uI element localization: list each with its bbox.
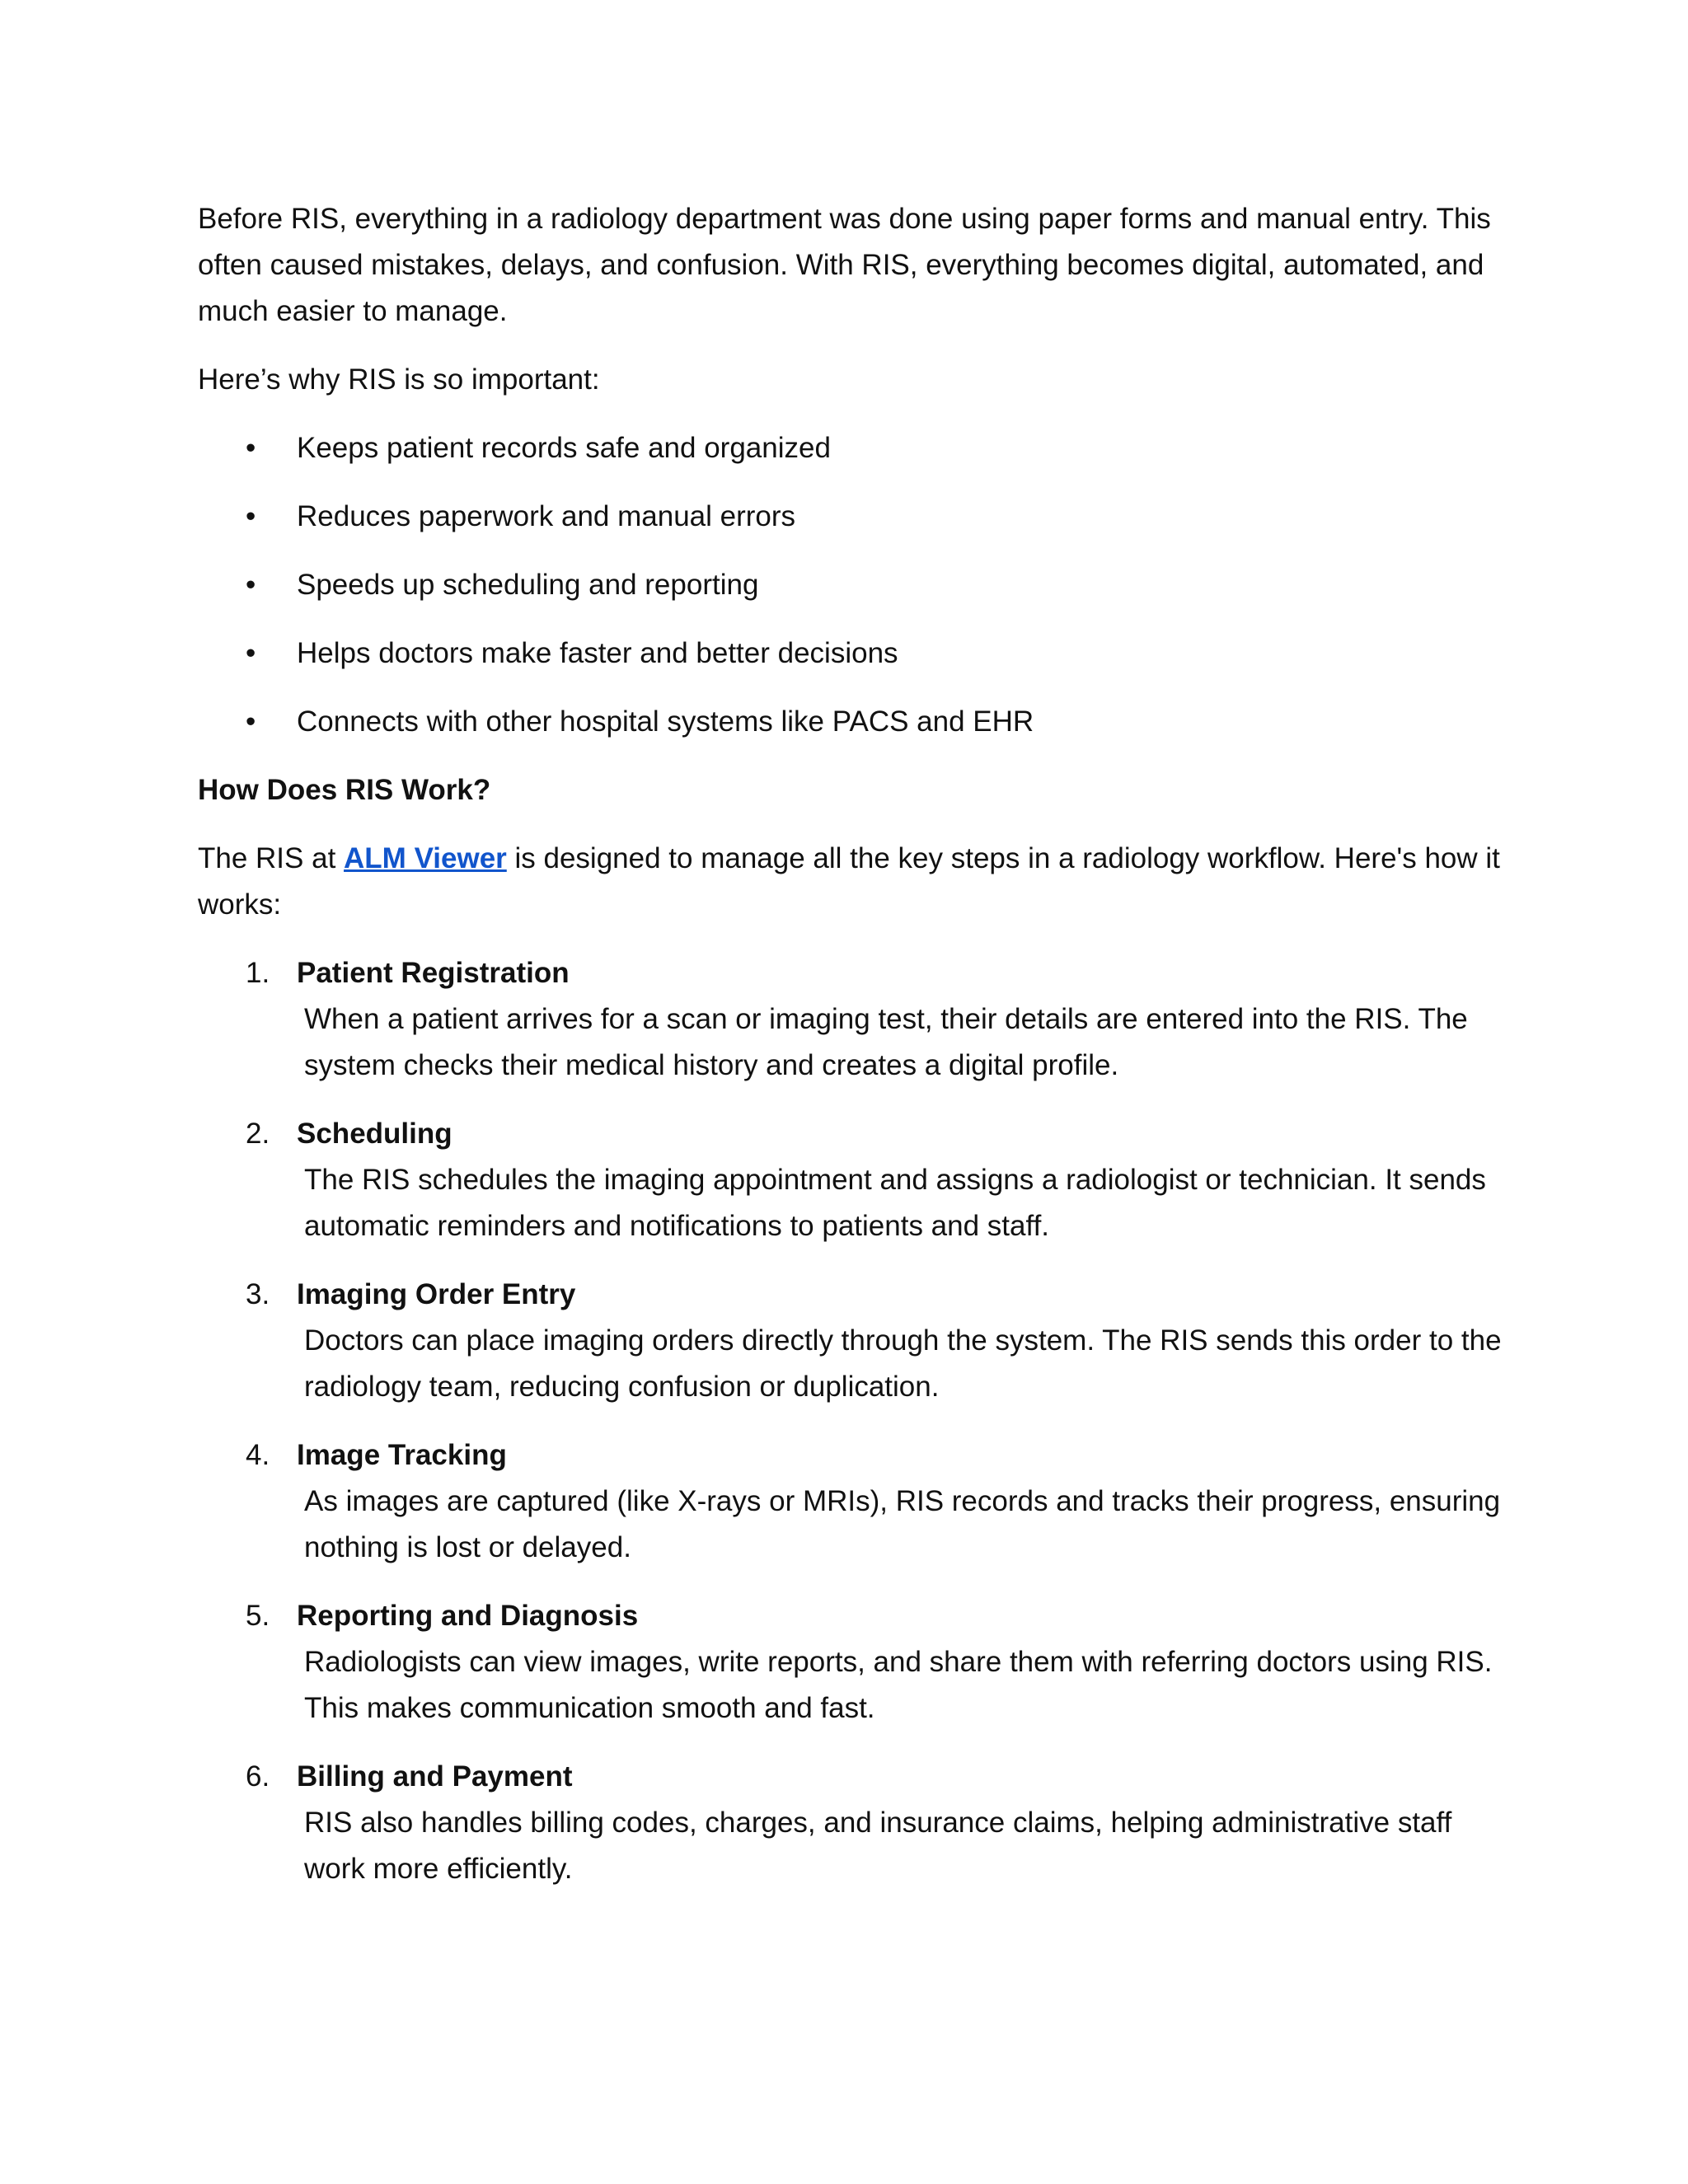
step-title: Imaging Order Entry [297, 1278, 576, 1310]
section-heading: How Does RIS Work? [198, 774, 491, 806]
workflow-step [198, 1432, 1517, 1571]
step-number: 4. [246, 1439, 270, 1471]
list-item [198, 425, 1517, 471]
workflow-step [198, 1593, 1517, 1732]
step-description: Radiologists can view images, write reports, and share them with referring doctors using RIS. This makes communication smooth and fast. [304, 1646, 1493, 1724]
step-number: 1. [246, 957, 270, 989]
list-item-text: Helps doctors make faster and better decisions [297, 637, 898, 669]
list-item-text: Reduces paperwork and manual errors [297, 500, 796, 532]
list-item [198, 630, 1517, 677]
bullet-icon: • [246, 705, 256, 738]
workflow-steps-list [198, 950, 1517, 1892]
list-item-text: Connects with other hospital systems like PACS and EHR [297, 705, 1034, 738]
step-description: RIS also handles billing codes, charges, and insurance claims, helping administrative staff work more efficiently. [304, 1807, 1452, 1885]
step-title: Scheduling [297, 1118, 452, 1150]
list-item [198, 699, 1517, 745]
step-number: 3. [246, 1278, 270, 1310]
step-description: The RIS schedules the imaging appointment and assigns a radiologist or technician. It sends automatic reminders and notifications to patients and staff. [304, 1164, 1486, 1242]
step-description: Doctors can place imaging orders directly through the system. The RIS sends this order to the radiology team, reducing confusion or duplication. [304, 1324, 1502, 1403]
alm-viewer-link[interactable]: ALM Viewer [344, 842, 507, 874]
bullet-icon: • [246, 569, 256, 601]
step-title: Reporting and Diagnosis [297, 1600, 639, 1632]
bullet-icon: • [246, 432, 256, 464]
workflow-step [198, 950, 1517, 1089]
step-title: Image Tracking [297, 1439, 507, 1471]
workflow-step [198, 1754, 1517, 1892]
bullet-icon: • [246, 637, 256, 669]
list-item [198, 562, 1517, 608]
list-item-text: Keeps patient records safe and organized [297, 432, 831, 464]
workflow-step [198, 1111, 1517, 1249]
step-description: As images are captured (like X-rays or MRIs), RIS records and tracks their progress, ensuring nothing is lost or delayed. [304, 1485, 1501, 1563]
document-page [198, 196, 1517, 1915]
step-number: 2. [246, 1118, 270, 1150]
importance-list [198, 425, 1517, 745]
step-title: Billing and Payment [297, 1760, 573, 1793]
importance-lead: Here’s why RIS is so important: [198, 363, 600, 396]
step-title: Patient Registration [297, 957, 570, 989]
list-item [198, 494, 1517, 540]
intro-paragraph: Before RIS, everything in a radiology department was done using paper forms and manual entry. This often caused mistakes, delays, and confusion. With RIS, everything becomes digital, automated, and much easier to manage. [198, 203, 1491, 327]
workflow-intro-paragraph [198, 836, 1517, 928]
workflow-intro-text-before: The RIS at [198, 842, 345, 874]
step-description: When a patient arrives for a scan or imaging test, their details are entered into the RIS. The system checks their medical history and creates a digital profile. [304, 1003, 1468, 1081]
workflow-step [198, 1272, 1517, 1410]
workflow-intro-text-after: is designed to manage all the key steps in a radiology workflow. Here's how it works: [198, 842, 1500, 921]
list-item-text: Speeds up scheduling and reporting [297, 569, 759, 601]
bullet-icon: • [246, 500, 256, 532]
step-number: 6. [246, 1760, 270, 1793]
step-number: 5. [246, 1600, 270, 1632]
